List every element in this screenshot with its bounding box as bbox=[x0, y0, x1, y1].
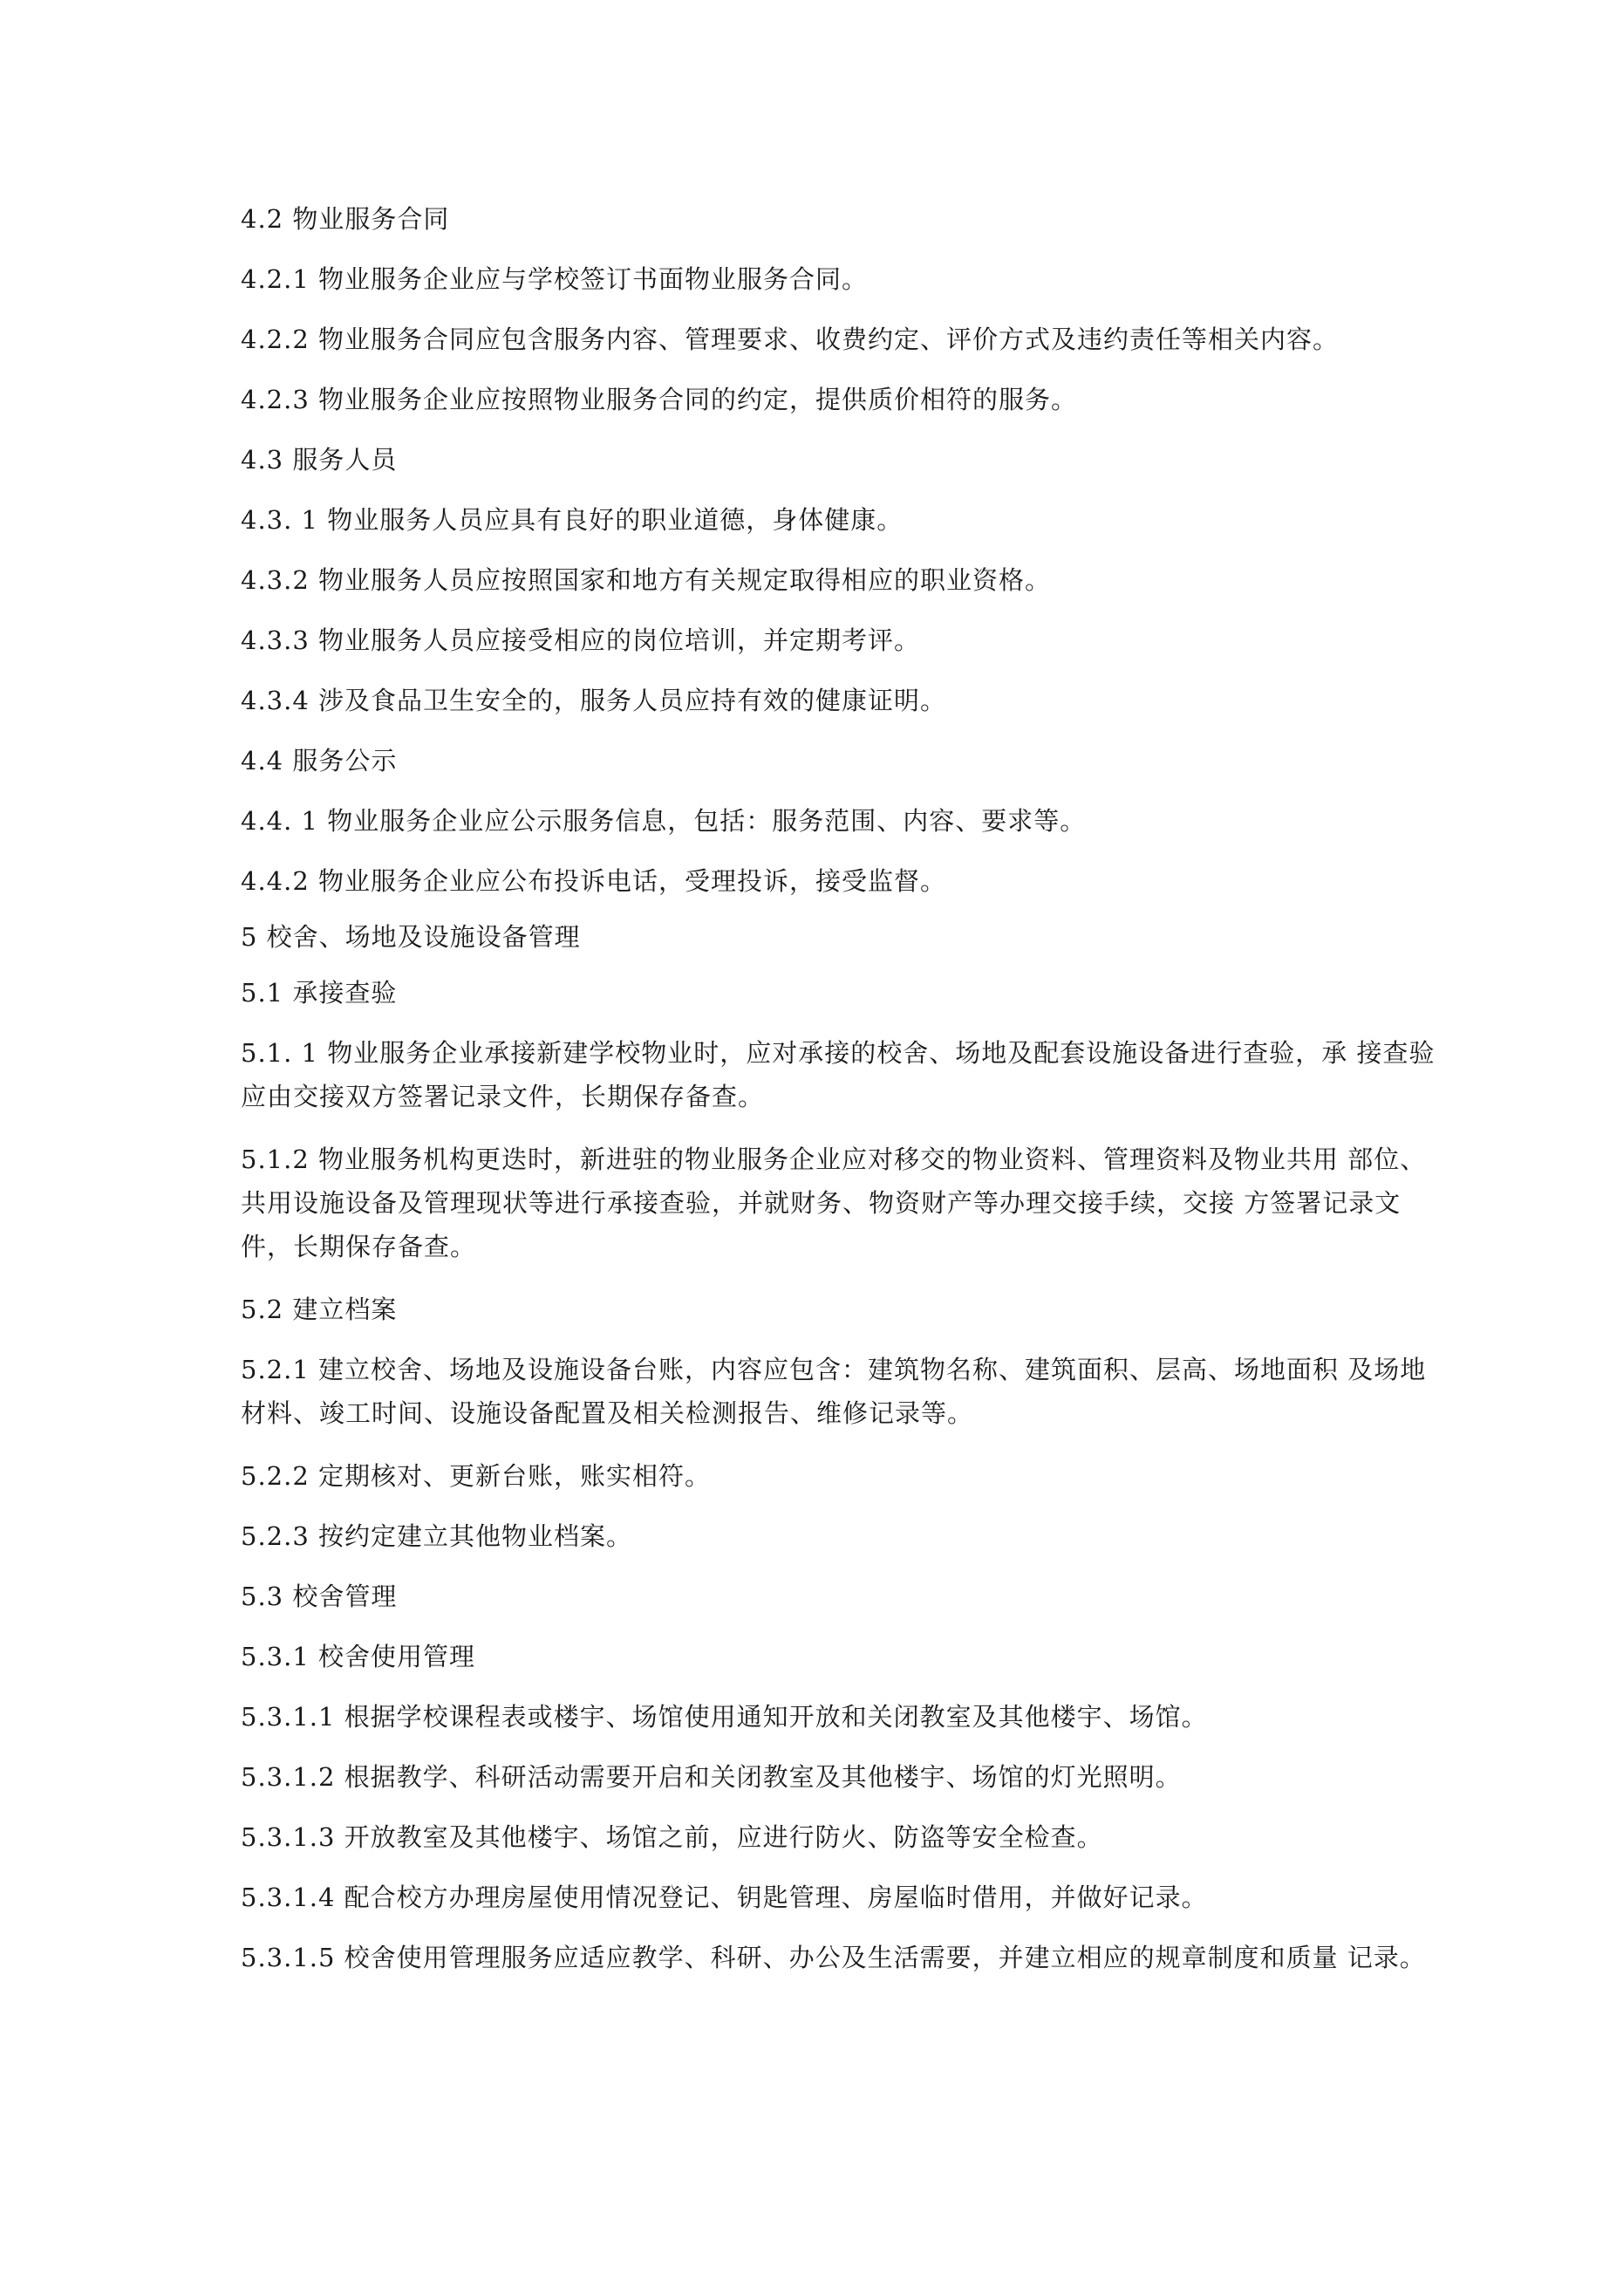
clause-5-2-1: 5.2.1 建立校舍、场地及设施设备台账，内容应包含：建筑物名称、建筑面积、层高、场地面积 及场地材料、竣工时间、设施设备配置及相关检测报告、维修记录等。 bbox=[241, 1355, 1427, 1428]
heading-4-3: 4.3 服务人员 bbox=[241, 445, 398, 475]
clause-4-4-1: 4.4. 1 物业服务企业应公示服务信息，包括：服务范围、内容、要求等。 bbox=[241, 806, 1087, 836]
clause-4-2-2: 4.2.2 物业服务合同应包含服务内容、管理要求、收费约定、评价方式及违约责任等相关内容。 bbox=[241, 325, 1340, 354]
clause-5-3-1-1: 5.3.1.1 根据学校课程表或楼宇、场馆使用通知开放和关闭教室及其他楼宇、场馆。 bbox=[241, 1702, 1208, 1732]
clause-5-2-2: 5.2.2 定期核对、更新台账，账实相符。 bbox=[241, 1461, 712, 1491]
clause-5-1-2: 5.1.2 物业服务机构更迭时，新进驻的物业服务企业应对移交的物业资料、管理资料及物业共用 部位、共用设施设备及管理现状等进行承接查验，并就财务、物资财产等办理交接手续，交接 方签署记录文件，长期保存备查。 bbox=[241, 1145, 1427, 1261]
clause-4-2-3: 4.2.3 物业服务企业应按照物业服务合同的约定，提供质价相符的服务。 bbox=[241, 385, 1078, 414]
clause-4-3-3: 4.3.3 物业服务人员应接受相应的岗位培训，并定期考评。 bbox=[241, 625, 921, 655]
clause-5-2-3: 5.2.3 按约定建立其他物业档案。 bbox=[241, 1521, 633, 1551]
clause-4-3-2: 4.3.2 物业服务人员应按照国家和地方有关规定取得相应的职业资格。 bbox=[241, 565, 1052, 595]
heading-5: 5 校舍、场地及设施设备管理 bbox=[241, 922, 581, 952]
clause-5-3-1-5: 5.3.1.5 校舍使用管理服务应适应教学、科研、办公及生活需要，并建立相应的规章制度和质量 记录。 bbox=[241, 1943, 1426, 1972]
clause-5-3-1-2: 5.3.1.2 根据教学、科研活动需要开启和关闭教室及其他楼宇、场馆的灯光照明。 bbox=[241, 1762, 1182, 1792]
heading-4-4: 4.4 服务公示 bbox=[241, 746, 398, 776]
heading-5-2: 5.2 建立档案 bbox=[241, 1295, 398, 1324]
clause-5-3-1-3: 5.3.1.3 开放教室及其他楼宇、场馆之前，应进行防火、防盗等安全检查。 bbox=[241, 1822, 1103, 1852]
document-body bbox=[241, 197, 1444, 1979]
clause-4-3-4: 4.3.4 涉及食品卫生安全的，服务人员应持有效的健康证明。 bbox=[241, 686, 947, 715]
clause-4-3-1: 4.3. 1 物业服务人员应具有良好的职业道德，身体健康。 bbox=[241, 505, 904, 535]
clause-4-4-2: 4.4.2 物业服务企业应公布投诉电话，受理投诉，接受监督。 bbox=[241, 866, 947, 896]
heading-4-2: 4.2 物业服务合同 bbox=[241, 204, 450, 234]
clause-4-2-1: 4.2.1 物业服务企业应与学校签订书面物业服务合同。 bbox=[241, 264, 869, 294]
heading-5-3: 5.3 校舍管理 bbox=[241, 1582, 398, 1611]
heading-5-1: 5.1 承接查验 bbox=[241, 978, 398, 1008]
clause-5-3-1-4: 5.3.1.4 配合校方办理房屋使用情况登记、钥匙管理、房屋临时借用，并做好记录。 bbox=[241, 1883, 1208, 1912]
clause-5-1-1: 5.1. 1 物业服务企业承接新建学校物业时，应对承接的校舍、场地及配套设施设备进行查验，承 接查验应由交接双方签署记录文件，长期保存备查。 bbox=[241, 1038, 1435, 1111]
heading-5-3-1: 5.3.1 校舍使用管理 bbox=[241, 1642, 476, 1671]
